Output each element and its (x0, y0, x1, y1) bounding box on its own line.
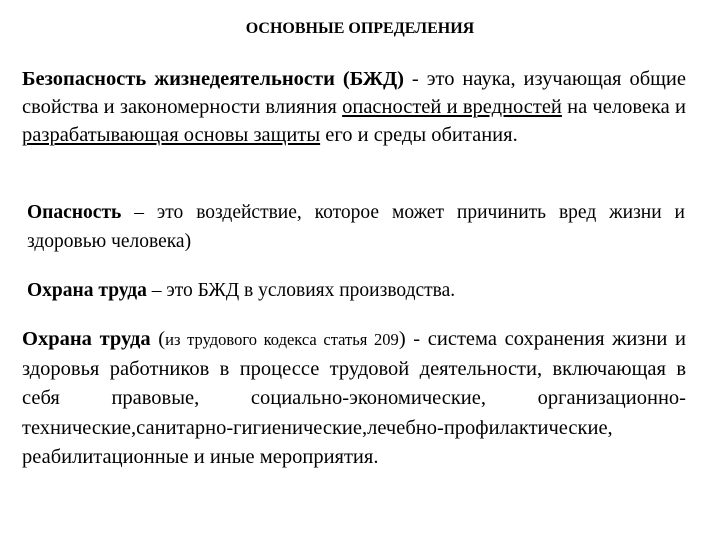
definition-labor-protection (27, 276, 685, 305)
term-danger: Опасность (27, 202, 122, 223)
definition-labor-protection-code (22, 325, 686, 473)
underlined-phrase: опасностей и вредностей (342, 96, 562, 118)
definition-text: его и среды обитания. (320, 124, 518, 146)
term-labor-protection: Охрана труда (27, 280, 147, 301)
code-reference: из трудового кодекса статья 209 (165, 330, 399, 349)
definition-text: – это воздействие, которое может причинить вред жизни и здоровью человека) (27, 202, 685, 252)
definition-text: – это БЖД в условиях производства. (146, 280, 456, 301)
definition-text: на человека и (561, 96, 686, 118)
underlined-phrase: разрабатывающая основы защиты (22, 124, 321, 146)
definition-bzhd (22, 65, 686, 149)
definition-text: ( (150, 328, 166, 350)
page-title: ОСНОВНЫЕ ОПРЕДЕЛЕНИЯ (245, 20, 475, 37)
term-labor-protection: Охрана труда (22, 328, 151, 350)
definition-text: ) - система сохранения жизни и здоровья работников в процессе трудовой деятельности, включающая в себя правовые, социально-экономические, организационно-технические,санитарно-гигиенические,лечебно-профилактические, реабилитационные и иные мероприятия. (22, 328, 686, 468)
definition-danger (27, 198, 685, 256)
term-bzhd: Безопасность жизнедеятельности (БЖД) (22, 68, 404, 90)
definition-text: - это наука, изучающая общие свойства и закономерности влияния (22, 68, 686, 118)
